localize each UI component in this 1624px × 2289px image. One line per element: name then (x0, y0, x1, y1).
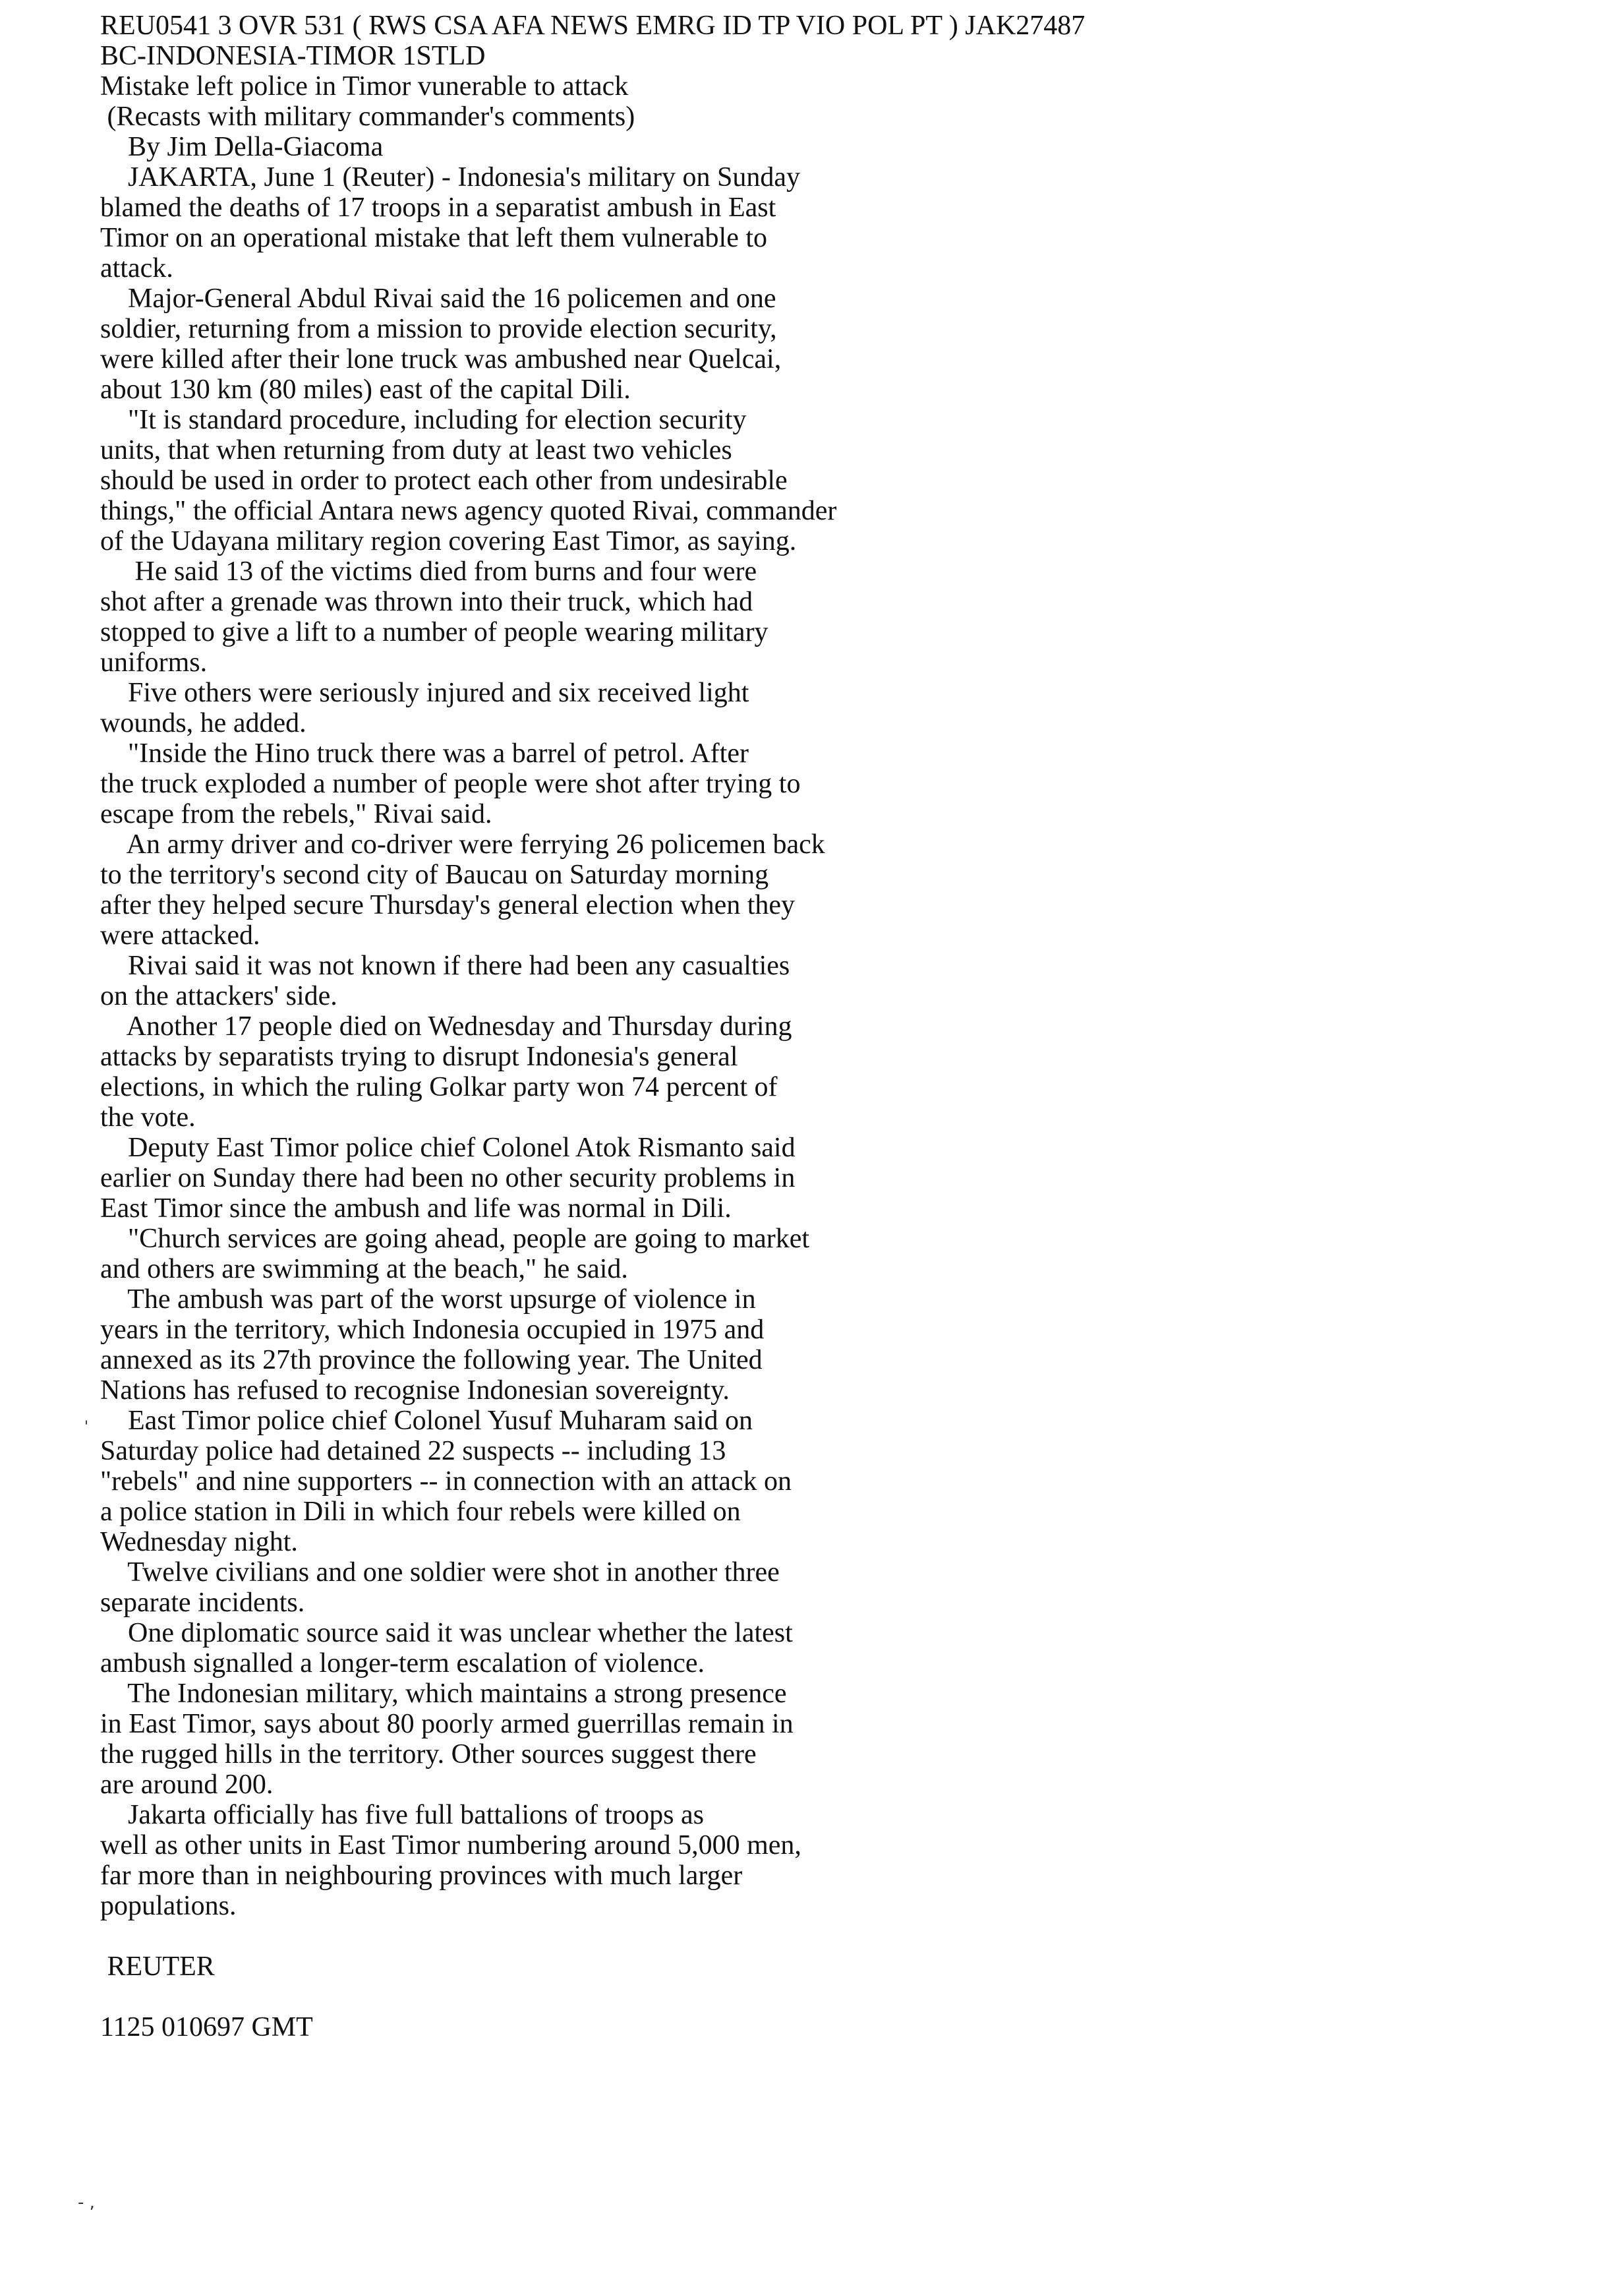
body-line: East Timor police chief Colonel Yusuf Muharam said on (100, 1406, 753, 1436)
body-line: elections, in which the ruling Golkar party won 74 percent of (100, 1072, 778, 1102)
body-line: Twelve civilians and one soldier were shot in another three (100, 1557, 780, 1588)
body-line: Another 17 people died on Wednesday and Thursday during (100, 1011, 792, 1042)
body-line: after they helped secure Thursday's general election when they (100, 890, 796, 920)
body-line: well as other units in East Timor numbering around 5,000 men, (100, 1830, 801, 1860)
body-line: Timor on an operational mistake that left them vulnerable to (100, 223, 768, 253)
body-line: populations. (100, 1891, 237, 1921)
body-line: Saturday police had detained 22 suspects -- including 13 (100, 1436, 726, 1466)
scan-speck-mark: - , (78, 2193, 95, 2213)
body-line: were killed after their lone truck was ambushed near Quelcai, (100, 344, 782, 374)
body-line: "Church services are going ahead, people are going to market (100, 1224, 810, 1254)
body-line: about 130 km (80 miles) east of the capital Dili. (100, 374, 631, 405)
body-line: Rivai said it was not known if there had been any casualties (100, 951, 790, 981)
body-line: soldier, returning from a mission to provide election security, (100, 314, 777, 344)
body-line: years in the territory, which Indonesia occupied in 1975 and (100, 1315, 765, 1345)
body-line: on the attackers' side. (100, 981, 337, 1011)
body-line: earlier on Sunday there had been no other security problems in (100, 1163, 796, 1193)
scan-speck-mark: ' (84, 1419, 89, 1435)
body-line: escape from the rebels," Rivai said. (100, 799, 492, 829)
body-line: are around 200. (100, 1769, 274, 1800)
recast-note: (Recasts with military commander's comments) (100, 102, 635, 132)
body-line: "It is standard procedure, including for election security (100, 405, 747, 435)
body-line: An army driver and co-driver were ferrying 26 policemen back (100, 829, 825, 860)
body-line: Nations has refused to recognise Indonesian sovereignty. (100, 1375, 730, 1406)
body-line: stopped to give a lift to a number of people wearing military (100, 617, 768, 647)
body-line: attacks by separatists trying to disrupt Indonesia's general (100, 1042, 738, 1072)
body-line: wounds, he added. (100, 708, 306, 738)
story-body (100, 162, 1352, 1921)
body-line: The Indonesian military, which maintains a strong presence (100, 1679, 787, 1709)
wire-story (100, 11, 1352, 2042)
body-line: the vote. (100, 1102, 196, 1133)
body-line: the truck exploded a number of people were shot after trying to (100, 769, 801, 799)
body-line: One diplomatic source said it was unclear whether the latest (100, 1618, 793, 1648)
body-line: units, that when returning from duty at least two vehicles (100, 435, 732, 465)
body-line: to the territory's second city of Baucau on Saturday morning (100, 860, 769, 890)
body-line: Wednesday night. (100, 1527, 298, 1557)
spacer (100, 1921, 1352, 1951)
body-line: He said 13 of the victims died from burns and four were (100, 556, 757, 587)
body-line: JAKARTA, June 1 (Reuter) - Indonesia's military on Sunday (100, 162, 801, 193)
body-line: shot after a grenade was thrown into their truck, which had (100, 587, 753, 617)
body-line: ambush signalled a longer-term escalation of violence. (100, 1648, 705, 1679)
body-line: Major-General Abdul Rivai said the 16 policemen and one (100, 283, 776, 314)
keyword-line: BC-INDONESIA-TIMOR 1STLD (100, 41, 486, 71)
agency-signoff: REUTER (100, 1951, 215, 1982)
headline: Mistake left police in Timor vunerable to attack (100, 71, 629, 102)
body-line: and others are swimming at the beach," he said. (100, 1254, 628, 1284)
body-line: a police station in Dili in which four rebels were killed on (100, 1497, 741, 1527)
body-line: annexed as its 27th province the following year. The United (100, 1345, 763, 1375)
body-line: should be used in order to protect each other from undesirable (100, 465, 788, 496)
body-line: Five others were seriously injured and six received light (100, 678, 749, 708)
body-line: uniforms. (100, 647, 208, 678)
body-line: East Timor since the ambush and life was normal in Dili. (100, 1193, 732, 1224)
body-line: attack. (100, 253, 173, 283)
body-line: were attacked. (100, 920, 260, 951)
body-line: Jakarta officially has five full battalions of troops as (100, 1800, 704, 1830)
body-line: blamed the deaths of 17 troops in a separatist ambush in East (100, 193, 776, 223)
slug-line: REU0541 3 OVR 531 ( RWS CSA AFA NEWS EMRG ID TP VIO POL PT ) JAK27487 (100, 11, 1086, 41)
body-line: things," the official Antara news agency quoted Rivai, commander (100, 496, 837, 526)
body-line: separate incidents. (100, 1588, 305, 1618)
body-line: The ambush was part of the worst upsurge of violence in (100, 1284, 756, 1315)
transmission-timestamp: 1125 010697 GMT (100, 2012, 313, 2042)
body-line: in East Timor, says about 80 poorly armed guerrillas remain in (100, 1709, 794, 1739)
body-line: of the Udayana military region covering East Timor, as saying. (100, 526, 797, 556)
body-line: far more than in neighbouring provinces with much larger (100, 1860, 743, 1891)
body-line: "Inside the Hino truck there was a barrel of petrol. After (100, 738, 749, 769)
spacer (100, 1982, 1352, 2012)
body-line: Deputy East Timor police chief Colonel Atok Rismanto said (100, 1133, 796, 1163)
body-line: the rugged hills in the territory. Other sources suggest there (100, 1739, 757, 1769)
byline: By Jim Della-Giacoma (100, 132, 384, 162)
body-line: "rebels" and nine supporters -- in connection with an attack on (100, 1466, 792, 1497)
